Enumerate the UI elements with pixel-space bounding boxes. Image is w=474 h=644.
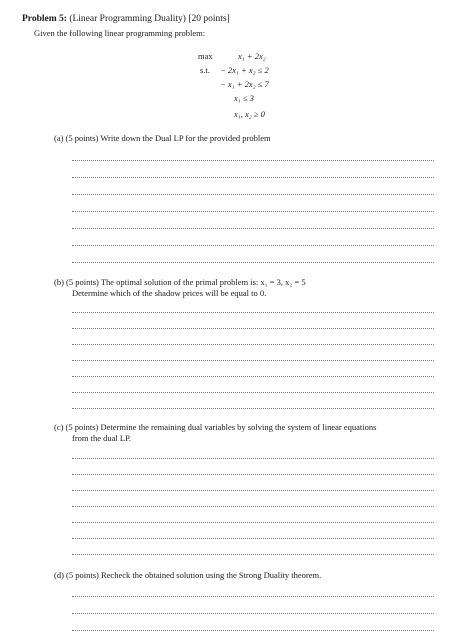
question-c-text-2: from the dual LP. (72, 433, 132, 443)
answer-line[interactable] (72, 630, 434, 631)
answer-line[interactable] (72, 262, 434, 263)
answer-line[interactable] (72, 474, 434, 475)
problem-topic: (Linear Programming Duality) (69, 14, 186, 24)
answer-line[interactable] (72, 328, 434, 329)
answer-line[interactable] (72, 506, 434, 507)
answer-line[interactable] (72, 490, 434, 491)
answer-line[interactable] (72, 408, 434, 409)
constraint-3: x₁ ≤ 3 (234, 93, 254, 103)
problem-intro: Given the following linear programming problem: (34, 28, 206, 38)
problem-label: Problem 5: (22, 14, 67, 24)
answer-line[interactable] (72, 194, 434, 195)
answer-line[interactable] (72, 538, 434, 539)
answer-line[interactable] (72, 312, 434, 313)
answer-line[interactable] (72, 596, 434, 597)
answer-line[interactable] (72, 522, 434, 523)
question-a (54, 133, 444, 144)
objective-keyword: max (198, 51, 213, 61)
question-d-text: (d) (5 points) Recheck the obtained solution using the Strong Duality theorem. (54, 570, 322, 580)
problem-title (22, 14, 230, 24)
question-b (54, 277, 444, 299)
problem-points: [20 points] (188, 14, 230, 24)
answer-line[interactable] (72, 245, 434, 246)
answer-line[interactable] (72, 392, 434, 393)
answer-line[interactable] (72, 228, 434, 229)
answer-line[interactable] (72, 177, 434, 178)
answer-line[interactable] (72, 376, 434, 377)
objective-expression: x₁ + 2x₂ (238, 51, 266, 61)
question-b-text-2: Determine which of the shadow prices will be equal to 0. (72, 288, 267, 298)
answer-line[interactable] (72, 613, 434, 614)
answer-line[interactable] (72, 344, 434, 345)
answer-line[interactable] (72, 554, 434, 555)
question-b-text: (b) (5 points) The optimal solution of the primal problem is: x₁ = 3, x₂ = 5 (54, 277, 306, 287)
constraint-2: − x₁ + 2x₂ ≤ 7 (220, 79, 269, 89)
question-c (54, 422, 444, 444)
answer-line[interactable] (72, 160, 434, 161)
answer-line[interactable] (72, 458, 434, 459)
question-d (54, 570, 444, 581)
subject-to-keyword: s.t. (200, 65, 210, 75)
question-a-text: (a) (5 points) Write down the Dual LP for the provided problem (54, 133, 271, 143)
answer-line[interactable] (72, 211, 434, 212)
question-c-text: (c) (5 points) Determine the remaining dual variables by solving the system of linear equations (54, 422, 377, 432)
constraint-1: − 2x₁ + x₂ ≤ 2 (220, 65, 269, 75)
nonnegativity-constraint: x₁, x₂ ≥ 0 (234, 109, 265, 119)
answer-line[interactable] (72, 360, 434, 361)
